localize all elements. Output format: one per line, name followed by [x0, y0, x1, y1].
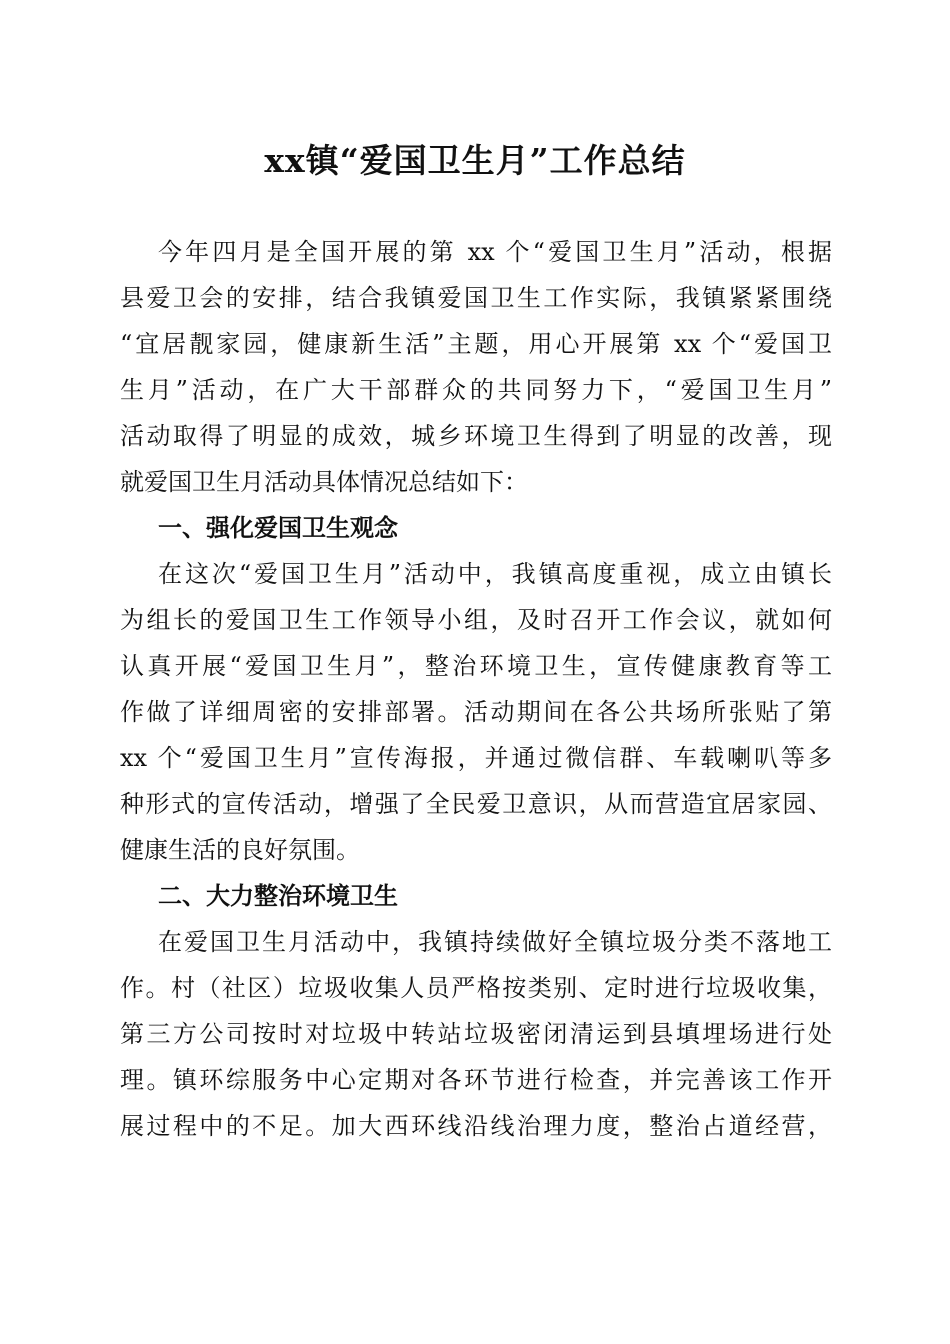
paragraph-line: 理。镇环综服务中心定期对各环节进行检查，并完善该工作开 — [120, 1066, 832, 1094]
paragraph-line: “宜居靓家园，健康新生活”主题，用心开展第 xx 个“爱国卫 — [120, 330, 832, 358]
section-heading-2: 二、大力整治环境卫生 — [158, 882, 398, 910]
paragraph-line: 认真开展“爱国卫生月”，整治环境卫生，宣传健康教育等工 — [120, 652, 832, 680]
paragraph-line: 种形式的宣传活动，增强了全民爱卫意识，从而营造宜居家园、 — [120, 790, 832, 818]
paragraph-line: 为组长的爱国卫生工作领导小组，及时召开工作会议，就如何 — [120, 606, 832, 634]
paragraph-line: 第三方公司按时对垃圾中转站垃圾密闭清运到县填埋场进行处 — [120, 1020, 832, 1048]
paragraph-line: xx 个“爱国卫生月”宣传海报，并通过微信群、车载喇叭等多 — [120, 744, 832, 772]
paragraph-line: 生月”活动，在广大干部群众的共同努力下，“爱国卫生月” — [120, 376, 832, 404]
paragraph-line: 作做了详细周密的安排部署。活动期间在各公共场所张贴了第 — [120, 698, 832, 726]
paragraph-line: 今年四月是全国开展的第 xx 个“爱国卫生月”活动，根据 — [158, 238, 832, 266]
paragraph-line: 就爱国卫生月活动具体情况总结如下： — [120, 468, 528, 496]
paragraph-line: 县爱卫会的安排，结合我镇爱国卫生工作实际，我镇紧紧围绕 — [120, 284, 832, 312]
paragraph-line: 在爱国卫生月活动中，我镇持续做好全镇垃圾分类不落地工 — [158, 928, 832, 956]
section-heading-1: 一、强化爱国卫生观念 — [158, 514, 398, 542]
paragraph-line: 活动取得了明显的成效，城乡环境卫生得到了明显的改善，现 — [120, 422, 832, 450]
document-title: xx镇“爱国卫生月”工作总结 — [264, 141, 686, 180]
paragraph-line: 在这次“爱国卫生月”活动中，我镇高度重视，成立由镇长 — [158, 560, 832, 588]
paragraph-line: 作。村（社区）垃圾收集人员严格按类别、定时进行垃圾收集， — [120, 974, 832, 1002]
paragraph-line: 展过程中的不足。加大西环线沿线治理力度，整治占道经营， — [120, 1112, 832, 1140]
paragraph-line: 健康生活的良好氛围。 — [120, 836, 360, 864]
